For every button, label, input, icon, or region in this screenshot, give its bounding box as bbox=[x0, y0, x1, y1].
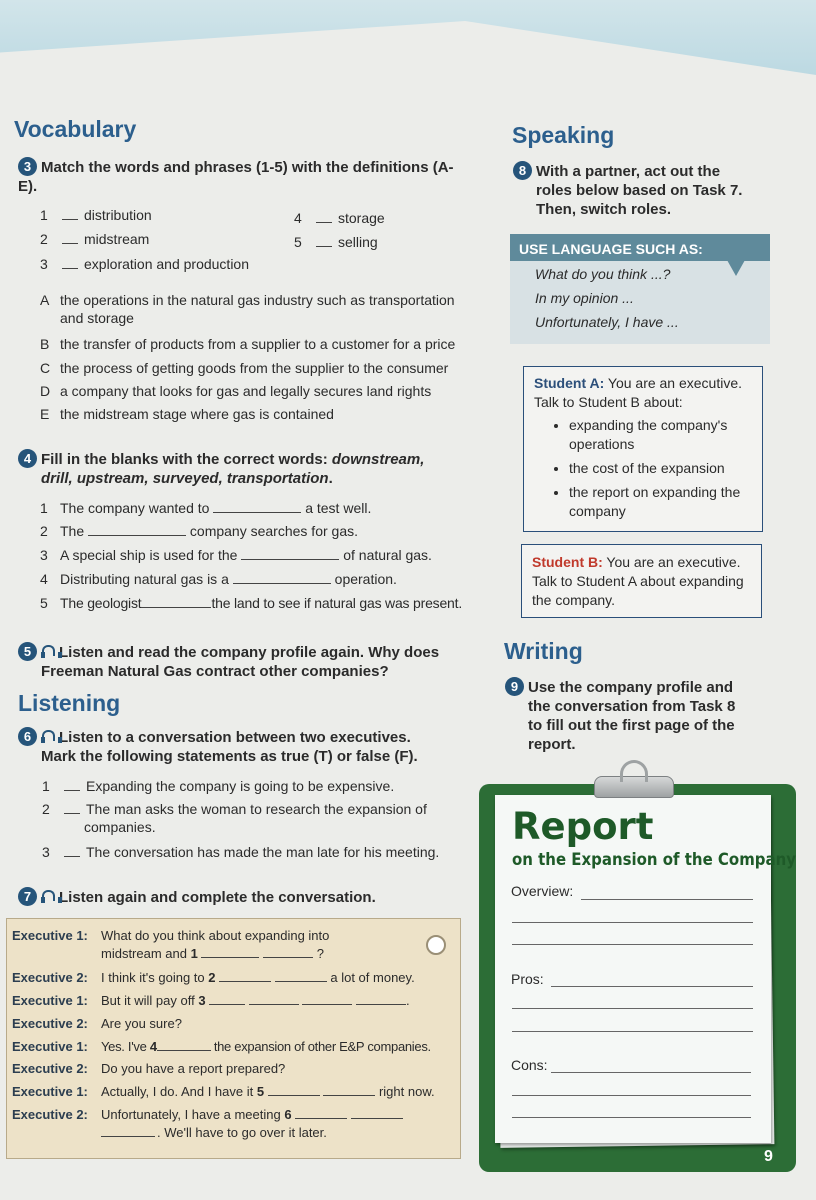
list-text: expanding the company's bbox=[569, 417, 728, 433]
student-a-label: Student A: bbox=[534, 375, 605, 391]
answer-blank[interactable] bbox=[275, 969, 327, 982]
answer-blank[interactable] bbox=[268, 1083, 320, 1096]
word-text: selling bbox=[338, 234, 378, 250]
pros-line[interactable] bbox=[512, 1008, 753, 1009]
overview-line[interactable] bbox=[512, 944, 753, 945]
list-item bbox=[569, 459, 752, 478]
conversation-line-1 bbox=[7, 927, 447, 967]
blank-number: 3 bbox=[198, 993, 206, 1008]
headphones-icon bbox=[41, 730, 54, 743]
item-number: 1 bbox=[42, 778, 50, 794]
answer-blank[interactable] bbox=[101, 1124, 155, 1137]
item-number: 4 bbox=[40, 571, 48, 587]
sentence-start: Distributing natural gas is a bbox=[60, 571, 229, 587]
definition-letter: D bbox=[40, 383, 51, 399]
language-box bbox=[510, 234, 770, 344]
tf-item-1 bbox=[42, 777, 472, 795]
task8-text: roles below based on Task 7. bbox=[536, 182, 743, 199]
tf-item-3 bbox=[42, 843, 472, 861]
speaker-label: Executive 2: bbox=[12, 970, 88, 985]
definition-d bbox=[40, 382, 431, 400]
task3-text: Match the words and phrases (1-5) with the definitions (A-E). bbox=[18, 159, 454, 195]
sentence-end: a test well. bbox=[305, 500, 372, 516]
answer-blank[interactable] bbox=[209, 992, 245, 1005]
task9-text: Use the company profile and bbox=[528, 679, 734, 696]
definition-letter: E bbox=[40, 406, 50, 422]
blank-number: 4 bbox=[149, 1039, 157, 1054]
page-number: 9 bbox=[764, 1148, 773, 1165]
student-b-text: the company. bbox=[532, 592, 616, 608]
line-text: a lot of money. bbox=[330, 970, 415, 985]
sentence-end: operation. bbox=[334, 571, 397, 587]
blank-number: 2 bbox=[208, 970, 216, 985]
report-title: Report bbox=[512, 805, 654, 848]
statement-text: The man asks the woman to research the expansion of bbox=[86, 801, 427, 817]
line-text: But it will pay off bbox=[101, 993, 199, 1008]
answer-blank[interactable] bbox=[201, 945, 259, 958]
task9-text: to fill out the first page of the bbox=[528, 717, 735, 734]
cons-line[interactable] bbox=[512, 1117, 751, 1118]
line-text: . We'll have to go over it later. bbox=[157, 1125, 327, 1140]
pros-label: Pros: bbox=[511, 971, 544, 987]
word-item-2 bbox=[40, 230, 149, 248]
line-text: I think it's going to bbox=[101, 970, 209, 985]
listening-heading: Listening bbox=[18, 690, 121, 716]
task6-text: Listen to a conversation between two executives. bbox=[59, 729, 411, 746]
conversation-card bbox=[6, 918, 461, 1159]
report-subtitle: on the Expansion of the Company bbox=[512, 850, 796, 870]
line-text: right now. bbox=[378, 1084, 435, 1099]
sentence-start: A special ship is used for the bbox=[60, 547, 238, 563]
sentence-end: the land to see if natural gas was present. bbox=[211, 595, 463, 611]
overview-line[interactable] bbox=[512, 922, 753, 923]
definition-text: the process of getting goods from the supplier to the consumer bbox=[60, 360, 449, 376]
line-text: Actually, I do. And I have it bbox=[101, 1084, 257, 1099]
phrase-item: What do you think ...? bbox=[535, 266, 671, 282]
task9-text: the conversation from Task 8 bbox=[528, 698, 736, 715]
answer-blank[interactable] bbox=[351, 1106, 403, 1119]
vocabulary-heading: Vocabulary bbox=[14, 116, 137, 142]
task8-text: Then, switch roles. bbox=[536, 201, 672, 218]
answer-blank[interactable] bbox=[323, 1083, 375, 1096]
task7-text: Listen again and complete the conversation. bbox=[59, 889, 376, 906]
task3-instruction bbox=[18, 157, 468, 196]
line-text: Yes. I've bbox=[101, 1039, 150, 1054]
line-text: ? bbox=[316, 946, 324, 961]
answer-blank[interactable] bbox=[64, 779, 80, 791]
definition-e bbox=[40, 405, 334, 423]
line-text: Are you sure? bbox=[101, 1016, 182, 1031]
list-item bbox=[569, 483, 752, 521]
overview-label: Overview: bbox=[511, 883, 574, 899]
item-number: 5 bbox=[294, 234, 302, 250]
definition-c bbox=[40, 359, 448, 377]
sentence-start: The geologist bbox=[60, 595, 142, 611]
task5-text: Freeman Natural Gas contract other companies? bbox=[41, 663, 389, 680]
word-text: exploration and production bbox=[84, 256, 250, 272]
fill-item-3 bbox=[40, 546, 432, 564]
item-number: 1 bbox=[40, 500, 48, 516]
item-number: 2 bbox=[40, 523, 48, 539]
sentence-start: The bbox=[60, 523, 85, 539]
speech-tail-icon bbox=[727, 260, 745, 276]
definition-text: the operations in the natural gas industry such as transportation bbox=[60, 292, 455, 308]
task5-text: Listen and read the company profile again. Why does bbox=[59, 644, 440, 661]
headphones-icon bbox=[41, 890, 54, 903]
task-number-badge: 8 bbox=[513, 161, 532, 180]
word-item-5 bbox=[294, 233, 378, 251]
answer-blank[interactable] bbox=[62, 257, 78, 269]
student-a-text: You are an executive. bbox=[604, 375, 743, 391]
item-number: 3 bbox=[40, 256, 48, 272]
task4-period: . bbox=[328, 470, 333, 487]
definition-text: the midstream stage where gas is contained bbox=[60, 406, 334, 422]
list-item bbox=[569, 416, 752, 454]
task4-words: drill, upstream, surveyed, transportation bbox=[41, 470, 329, 487]
item-number: 4 bbox=[294, 210, 302, 226]
tf-item-2 bbox=[42, 800, 472, 836]
blank-number: 1 bbox=[190, 946, 198, 961]
writing-heading: Writing bbox=[504, 638, 583, 664]
conversation-line-8 bbox=[7, 1106, 447, 1146]
task9-text: report. bbox=[528, 736, 576, 753]
statement-text: Expanding the company is going to be expensive. bbox=[86, 778, 395, 794]
item-number: 3 bbox=[42, 844, 50, 860]
definition-letter: A bbox=[40, 292, 50, 308]
list-text: the cost of the expansion bbox=[569, 460, 725, 476]
pros-line[interactable] bbox=[551, 986, 753, 987]
answer-blank[interactable] bbox=[249, 992, 299, 1005]
student-b-box bbox=[521, 544, 762, 618]
answer-blank[interactable] bbox=[241, 547, 339, 560]
task-number-badge: 6 bbox=[18, 727, 37, 746]
answer-blank[interactable] bbox=[356, 992, 406, 1005]
word-item-3 bbox=[40, 255, 249, 273]
item-number: 2 bbox=[40, 231, 48, 247]
answer-blank[interactable] bbox=[302, 992, 352, 1005]
cons-line[interactable] bbox=[512, 1095, 751, 1096]
answer-blank[interactable] bbox=[316, 211, 332, 223]
answer-blank[interactable] bbox=[295, 1106, 347, 1119]
student-b-text: You are an executive. bbox=[602, 554, 741, 570]
item-number: 1 bbox=[40, 207, 48, 223]
definition-text: and storage bbox=[60, 310, 134, 326]
student-a-text: Talk to Student B about: bbox=[534, 394, 683, 410]
speaker-label: Executive 2: bbox=[12, 1061, 88, 1076]
task4-words: downstream, bbox=[331, 451, 425, 468]
definition-text: a company that looks for gas and legally secures land rights bbox=[60, 383, 432, 399]
overview-line[interactable] bbox=[581, 899, 753, 900]
definition-text: the transfer of products from a supplier to a customer for a price bbox=[60, 336, 456, 352]
phrase-item: In my opinion ... bbox=[535, 290, 634, 306]
task9-instruction bbox=[505, 677, 775, 754]
definition-letter: C bbox=[40, 360, 51, 376]
sentence-end: company searches for gas. bbox=[189, 523, 358, 539]
answer-blank[interactable] bbox=[157, 1038, 211, 1051]
task7-instruction bbox=[18, 887, 376, 907]
language-box-title: USE LANGUAGE SUCH AS: bbox=[519, 241, 703, 257]
definition-letter: B bbox=[40, 336, 50, 352]
student-a-list bbox=[534, 416, 752, 521]
line-text: . bbox=[406, 993, 410, 1008]
answer-blank[interactable] bbox=[64, 845, 80, 857]
fill-item-1 bbox=[40, 499, 371, 517]
sentence-start: The company wanted to bbox=[60, 500, 210, 516]
task-number-badge: 4 bbox=[18, 449, 37, 468]
task-number-badge: 7 bbox=[18, 887, 37, 906]
statement-text: The conversation has made the man late for his meeting. bbox=[86, 844, 440, 860]
speaker-label: Executive 1: bbox=[12, 993, 88, 1008]
speaker-label: Executive 1: bbox=[12, 928, 88, 943]
line-text: midstream and bbox=[101, 946, 191, 961]
answer-blank[interactable] bbox=[62, 232, 78, 244]
pros-line[interactable] bbox=[512, 1031, 753, 1032]
fill-item-5 bbox=[40, 594, 462, 612]
student-b-text: Talk to Student A about expanding bbox=[532, 573, 744, 589]
line-text: Do you have a report prepared? bbox=[101, 1061, 286, 1076]
speaker-label: Executive 1: bbox=[12, 1084, 88, 1099]
list-text: company bbox=[569, 503, 626, 519]
task-number-badge: 5 bbox=[18, 642, 37, 661]
answer-blank[interactable] bbox=[233, 571, 331, 584]
language-box-header bbox=[510, 234, 770, 261]
word-item-4 bbox=[294, 209, 385, 227]
speaker-label: Executive 2: bbox=[12, 1107, 88, 1122]
fill-item-4 bbox=[40, 570, 397, 588]
word-item-1 bbox=[40, 206, 152, 224]
task4-text: Fill in the blanks with the correct words: bbox=[41, 451, 332, 468]
task8-text: With a partner, act out the bbox=[536, 163, 721, 180]
task-number-badge: 3 bbox=[18, 157, 37, 176]
task4-instruction bbox=[18, 449, 468, 488]
item-number: 2 bbox=[42, 801, 50, 817]
task-number-badge: 9 bbox=[505, 677, 524, 696]
top-banner bbox=[0, 0, 816, 75]
word-text: storage bbox=[338, 210, 385, 226]
answer-blank[interactable] bbox=[213, 500, 301, 513]
clip-ring bbox=[620, 760, 648, 782]
answer-blank[interactable] bbox=[219, 969, 271, 982]
report-sheet bbox=[495, 795, 796, 1143]
list-text: the report on expanding the bbox=[569, 484, 741, 500]
speaker-label: Executive 1: bbox=[12, 1039, 88, 1054]
answer-blank[interactable] bbox=[316, 235, 332, 247]
definition-b bbox=[40, 335, 455, 353]
word-text: distribution bbox=[84, 207, 152, 223]
student-a-box bbox=[523, 366, 763, 532]
task8-instruction bbox=[513, 161, 773, 219]
task6-instruction bbox=[18, 727, 478, 766]
answer-blank[interactable] bbox=[62, 208, 78, 220]
cons-label: Cons: bbox=[511, 1057, 548, 1073]
definition-a bbox=[40, 291, 470, 327]
task6-text: Mark the following statements as true (T) or false (F). bbox=[41, 748, 418, 765]
blank-number: 6 bbox=[284, 1107, 292, 1122]
list-text: operations bbox=[569, 436, 635, 452]
answer-blank[interactable] bbox=[263, 945, 313, 958]
sentence-end: of natural gas. bbox=[343, 547, 432, 563]
item-number: 5 bbox=[40, 595, 48, 611]
cons-line[interactable] bbox=[551, 1072, 751, 1073]
item-number: 3 bbox=[40, 547, 48, 563]
word-text: midstream bbox=[84, 231, 150, 247]
answer-blank[interactable] bbox=[64, 802, 80, 814]
task5-instruction bbox=[18, 642, 478, 681]
line-text: What do you think about expanding into bbox=[101, 928, 330, 943]
student-b-label: Student B: bbox=[532, 554, 603, 570]
speaker-label: Executive 2: bbox=[12, 1016, 88, 1031]
fill-item-2 bbox=[40, 522, 358, 540]
phrase-item: Unfortunately, I have ... bbox=[535, 314, 679, 330]
answer-blank[interactable] bbox=[88, 523, 186, 536]
headphones-icon bbox=[41, 645, 54, 658]
line-text: Unfortunately, I have a meeting bbox=[101, 1107, 285, 1122]
blank-number: 5 bbox=[256, 1084, 265, 1099]
statement-text: companies. bbox=[84, 819, 156, 835]
line-text: the expansion of other E&P companies. bbox=[213, 1039, 431, 1054]
answer-blank[interactable] bbox=[141, 595, 211, 608]
speaking-heading: Speaking bbox=[512, 122, 615, 148]
